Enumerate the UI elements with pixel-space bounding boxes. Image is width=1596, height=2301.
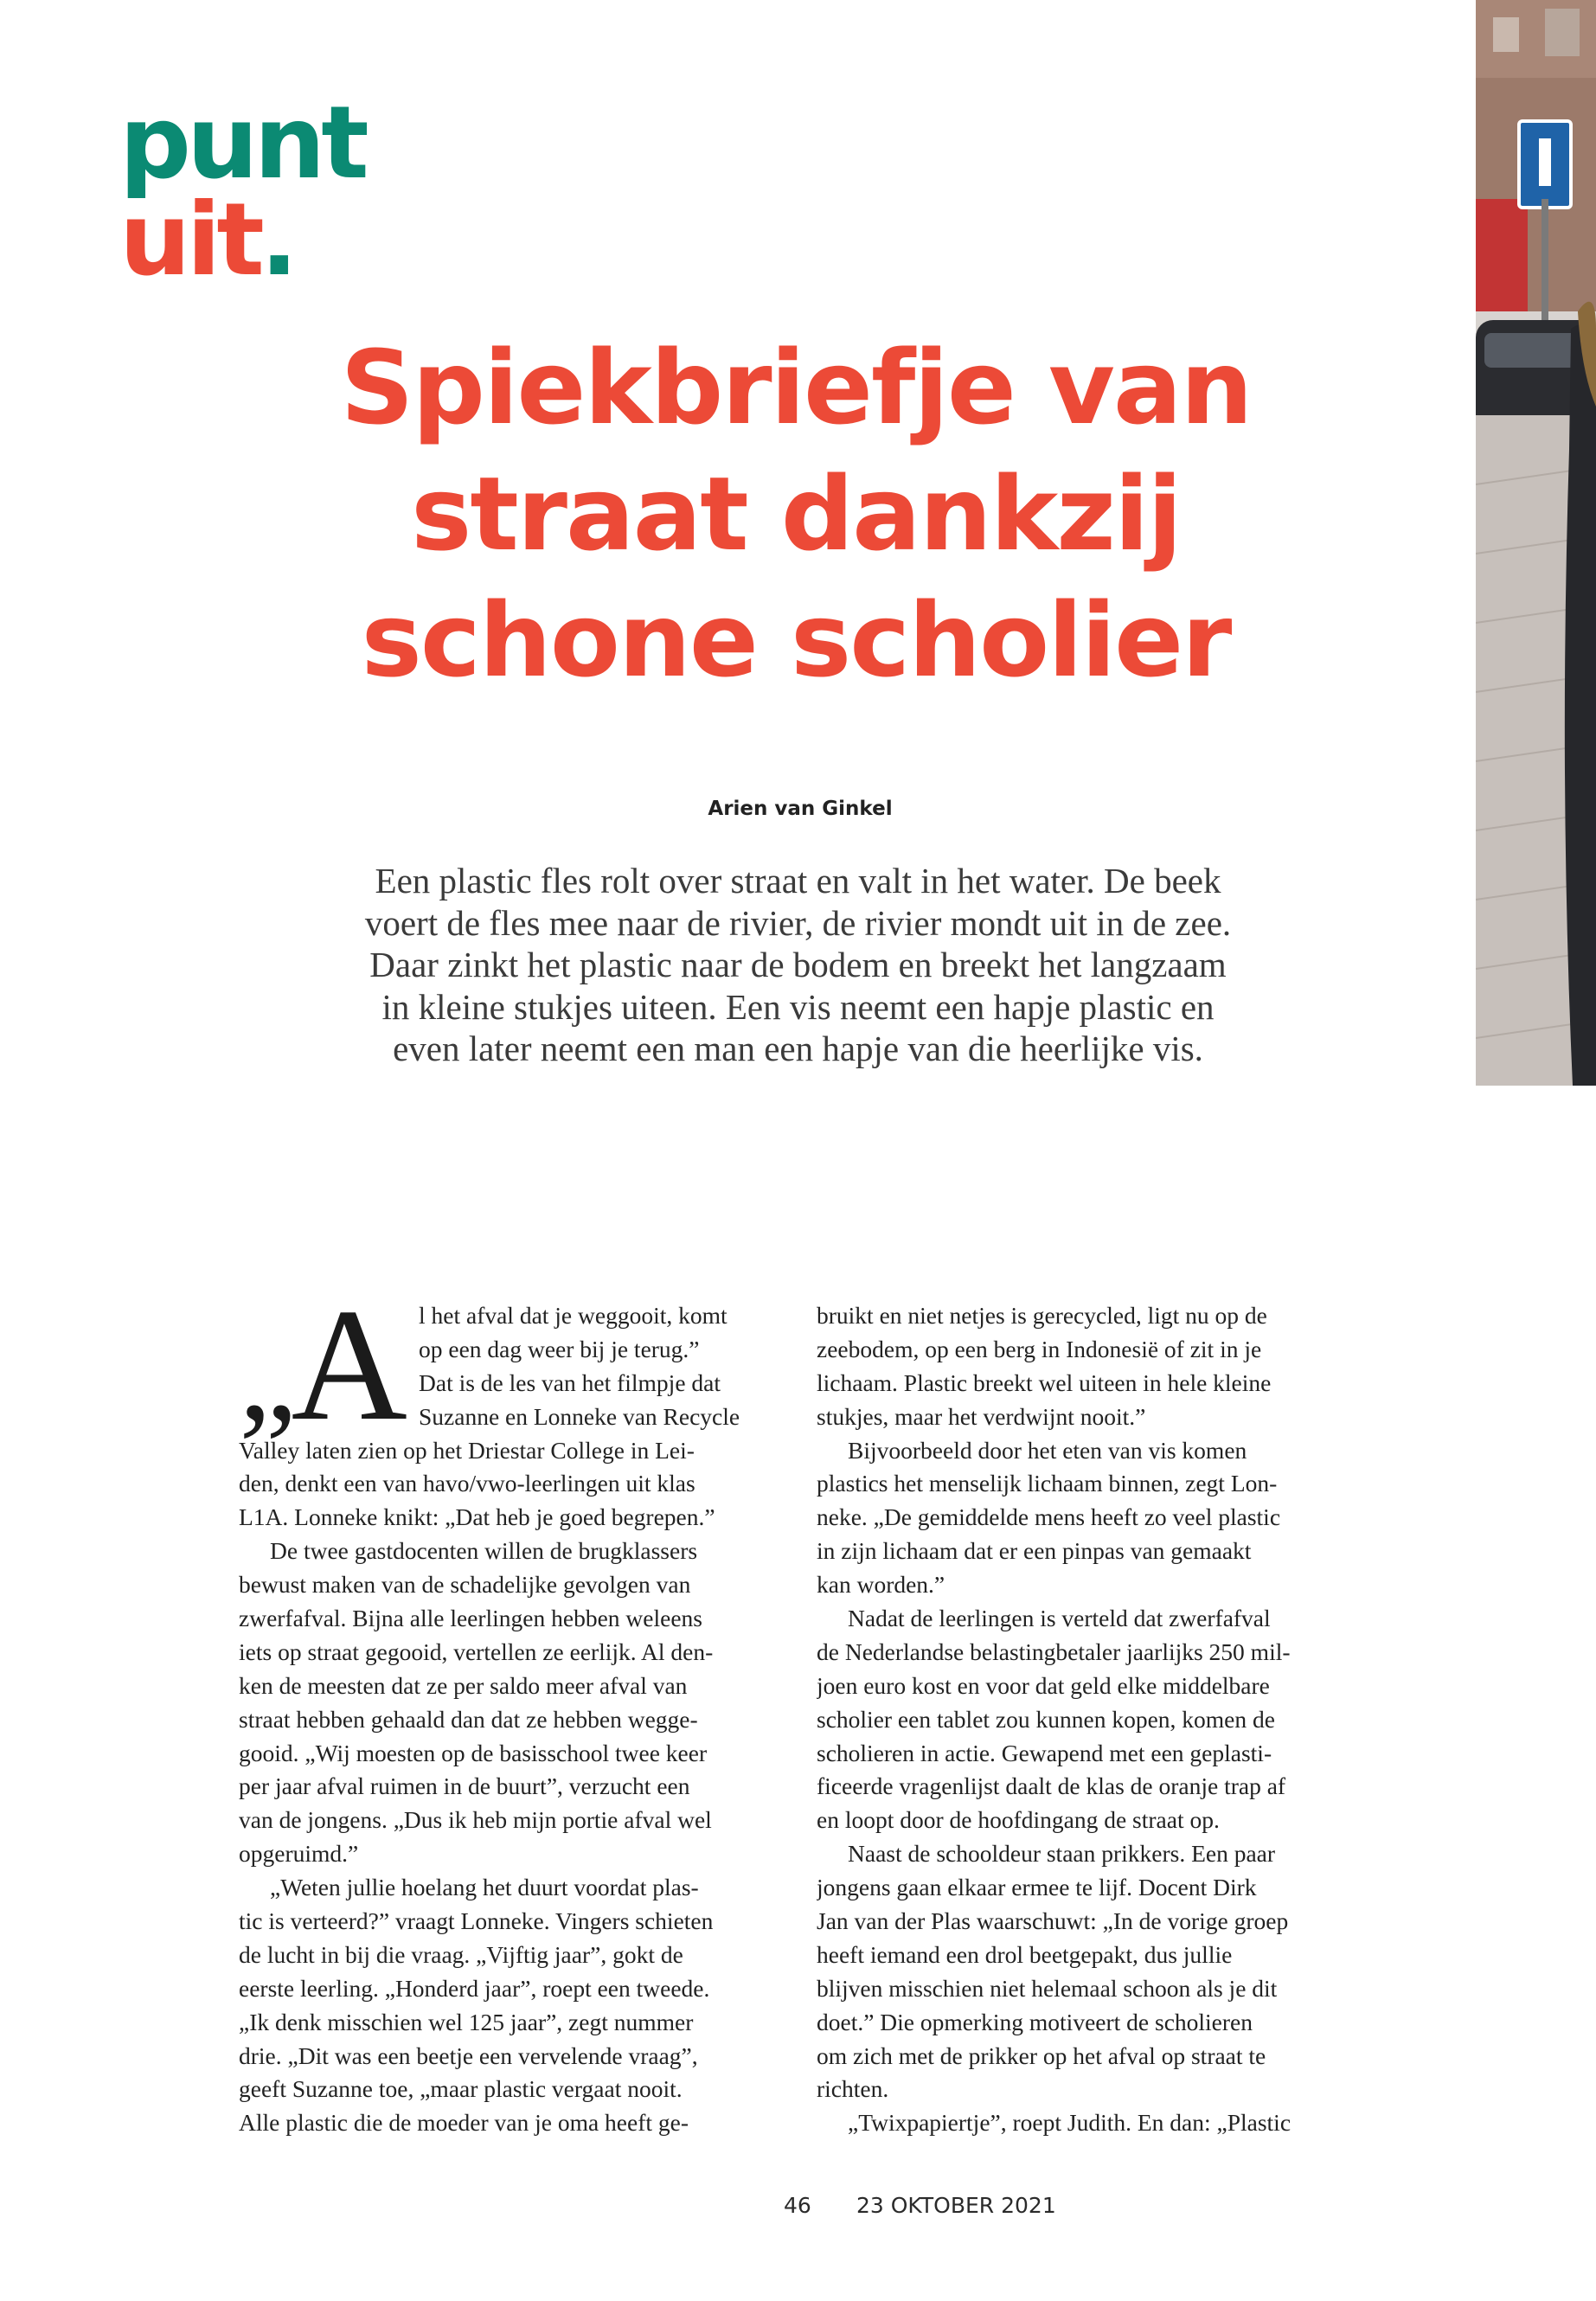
body-line: iets op straat gegooid, vertellen ze eerlijk. Al den-	[239, 1638, 714, 1665]
body-line: zeebodem, op een berg in Indonesië of zit in je	[817, 1335, 1262, 1362]
body-column-left	[239, 1276, 792, 2140]
body-line: plastics het menselijk lichaam binnen, zegt Lon-	[817, 1470, 1278, 1497]
body-line: stukjes, maar het verdwijnt nooit.”	[817, 1402, 1146, 1430]
author-byline: Arien van Ginkel	[708, 798, 893, 820]
body-line: scholier een tablet zou kunnen kopen, komen de	[817, 1705, 1275, 1733]
body-line: bruikt en niet netjes is gerecycled, ligt nu op de	[817, 1302, 1267, 1329]
body-line: ficeerde vragenlijst daalt de klas de oranje trap af	[817, 1772, 1286, 1800]
body-line: Jan van der Plas waarschuwt: „In de vorige groep	[817, 1907, 1289, 1935]
body-line: zwerfafval. Bijna alle leerlingen hebben weleens	[239, 1605, 702, 1632]
street-photo-image	[1476, 0, 1596, 1086]
body-line: De twee gastdocenten willen de brugklassers	[270, 1537, 698, 1565]
body-column-right	[817, 1299, 1370, 2140]
body-line: Dat is de les van het filmpje dat	[419, 1368, 721, 1396]
headline-line: Spiekbriefje van	[340, 328, 1252, 447]
article-photo	[1476, 0, 1596, 1086]
body-line: „Ik denk misschien wel 125 jaar”, zegt nummer	[239, 2008, 694, 2035]
headline-line: schone scholier	[361, 580, 1231, 700]
lead-line: Daar zinkt het plastic naar de bodem en breekt het langzaam	[369, 945, 1227, 984]
body-line: per jaar afval ruimen in de buurt”, verzucht een	[239, 1772, 690, 1800]
body-line: eerste leerling. „Honderd jaar”, roept een tweede.	[239, 1974, 710, 2002]
drop-cap-letter: A	[291, 1276, 407, 1454]
lead-line: voert de fles mee naar de rivier, de rivier mondt uit in de zee.	[364, 902, 1232, 943]
drop-cap	[239, 1276, 407, 1454]
body-line: lichaam. Plastic breekt wel uiteen in hele kleine	[817, 1368, 1272, 1396]
drop-cap-quote: „	[239, 1304, 292, 1447]
body-line: joen euro kost en voor dat geld elke middelbare	[817, 1671, 1270, 1699]
body-line: straat hebben gehaald dan dat ze hebben wegge-	[239, 1705, 698, 1733]
body-line: tic is verteerd?” vraagt Lonneke. Vingers schieten	[239, 1907, 714, 1935]
lead-line: in kleine stukjes uiteen. Een vis neemt een hapje plastic en	[381, 986, 1215, 1027]
body-line: bewust maken van de schadelijke gevolgen van	[239, 1571, 691, 1599]
body-line: Alle plastic die de moeder van je oma heeft ge-	[239, 2109, 689, 2137]
body-line: geeft Suzanne toe, „maar plastic vergaat nooit.	[239, 2075, 683, 2103]
logo-word-uit	[119, 182, 365, 298]
body-line: blijven misschien niet helemaal schoon als je dit	[817, 1974, 1278, 2002]
body-line: doet.” Die opmerking motiveert de scholieren	[817, 2008, 1253, 2035]
body-line: scholieren in actie. Gewapend met een geplasti-	[817, 1739, 1272, 1766]
lead-line: even later neemt een man een hapje van die heerlijke vis.	[393, 1029, 1203, 1068]
body-line: en loopt door de hoofdingang de straat op.	[817, 1806, 1220, 1834]
logo-word-punt: punt	[119, 85, 365, 202]
logo-dot: .	[260, 182, 294, 298]
body-line: Bijvoorbeeld door het eten van vis komen	[848, 1436, 1247, 1464]
body-line: Nadat de leerlingen is verteld dat zwerfafval	[848, 1605, 1271, 1632]
body-line: richten.	[817, 2075, 889, 2103]
article-headline	[251, 324, 1341, 703]
body-line: heeft iemand een drol beetgepakt, dus jullie	[817, 1940, 1233, 1968]
body-line: ken de meesten dat ze per saldo meer afval van	[239, 1671, 688, 1699]
body-line: drie. „Dit was een beetje een vervelende vraag”,	[239, 2041, 698, 2069]
body-line: Suzanne en Lonneke van Recycle	[419, 1402, 740, 1430]
body-line: Naast de schooldeur staan prikkers. Een paar	[848, 1840, 1276, 1868]
body-line: gooid. „Wij moesten op de basisschool twee keer	[239, 1739, 708, 1766]
body-line: kan worden.”	[817, 1571, 945, 1599]
body-line: jongens gaan elkaar ermee te lijf. Docent Dirk	[817, 1874, 1257, 1901]
body-line: in zijn lichaam dat er een pinpas van gemaakt	[817, 1537, 1252, 1565]
body-line: l het afval dat je weggooit, komt	[419, 1302, 727, 1329]
logo-word-uit-text: uit	[119, 182, 260, 298]
page-number: 46	[784, 2193, 811, 2218]
body-line: „Twixpapiertje”, roept Judith. En dan: „Plastic	[848, 2109, 1292, 2137]
lead-line: Een plastic fles rolt over straat en valt in het water. De beek	[375, 861, 1221, 901]
body-line: de Nederlandse belastingbetaler jaarlijks 250 mil-	[817, 1638, 1291, 1665]
article-lead	[277, 860, 1319, 1070]
body-line: L1A. Lonneke knikt: „Dat heb je goed begrepen.”	[239, 1503, 715, 1531]
headline-line: straat dankzij	[411, 454, 1181, 574]
body-line: van de jongens. „Dus ik heb mijn portie afval wel	[239, 1806, 712, 1834]
section-logo	[119, 85, 365, 298]
body-line: om zich met de prikker op het afval op straat te	[817, 2041, 1266, 2069]
body-line: neke. „De gemiddelde mens heeft zo veel plastic	[817, 1503, 1281, 1531]
body-line: den, denkt een van havo/vwo-leerlingen uit klas	[239, 1470, 695, 1497]
body-line: Valley laten zien op het Driestar College in Lei-	[239, 1436, 695, 1464]
body-line: de lucht in bij die vraag. „Vijftig jaar”, gokt de	[239, 1940, 683, 1968]
body-line: op een dag weer bij je terug.”	[419, 1335, 700, 1362]
issue-date: 23 OKTOBER 2021	[856, 2193, 1056, 2218]
body-line: opgeruimd.”	[239, 1840, 359, 1868]
body-line: „Weten jullie hoelang het duurt voordat plas-	[270, 1874, 699, 1901]
